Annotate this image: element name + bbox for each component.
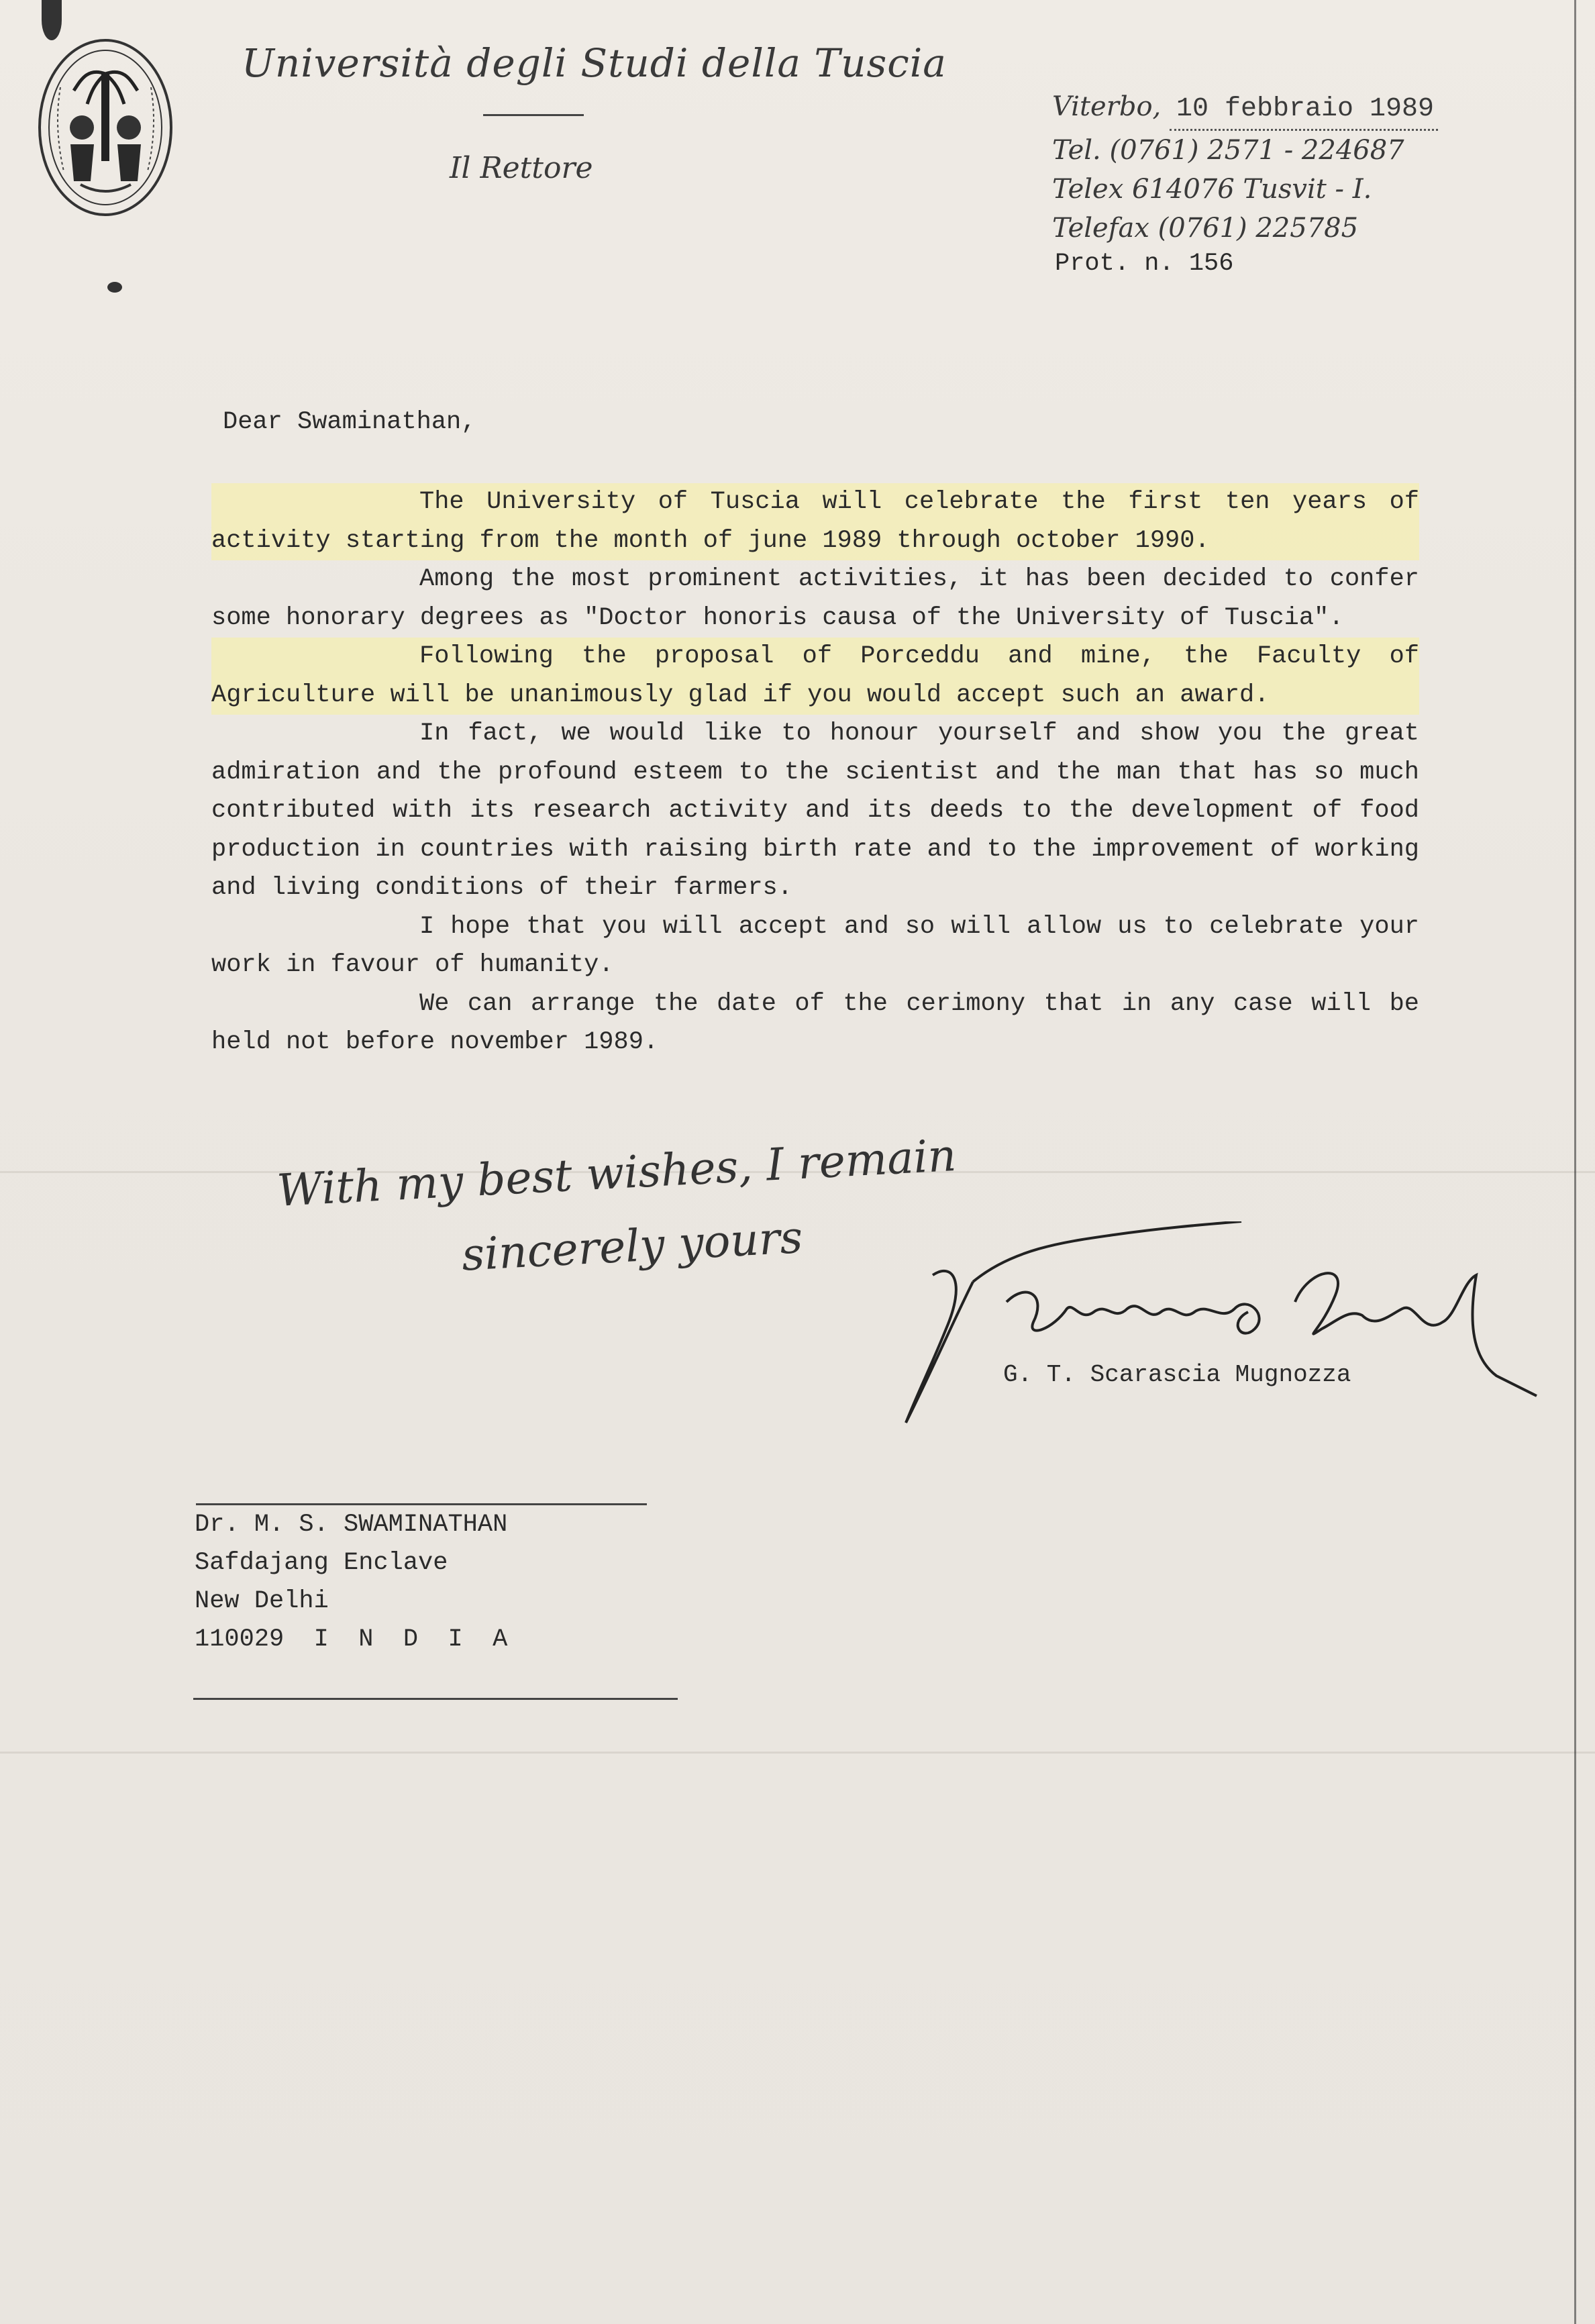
paragraph: The University of Tuscia will celebrate the first ten years of activity starting from the month of june 1989 through october 1990.	[211, 483, 1419, 560]
address-rule-bottom	[193, 1698, 678, 1700]
protocol-number: Prot. n. 156	[1055, 250, 1234, 278]
letter-body	[211, 483, 1419, 1062]
paragraph: I hope that you will accept and so will allow us to celebrate your work in favour of humanity.	[211, 912, 1419, 979]
letter-date: 10 febbraio 1989	[1170, 90, 1438, 131]
letterhead-rule	[483, 114, 584, 116]
paragraph: We can arrange the date of the cerimony that in any case will be held not before november 1989.	[211, 989, 1419, 1056]
recipient-street: Safdajang Enclave	[195, 1549, 448, 1577]
signatory-name: G. T. Scarascia Mugnozza	[1003, 1361, 1351, 1388]
telefax: Telefax (0761) 225785	[1052, 213, 1359, 244]
paragraph: Among the most prominent activities, it has been decided to confer some honorary degrees as "Doctor honoris causa of the University of Tuscia".	[211, 565, 1419, 632]
closing-line: sincerely yours	[460, 1211, 805, 1281]
signature-icon	[892, 1221, 1563, 1443]
closing-line: With my best wishes, I remain	[275, 1129, 958, 1217]
contact-block	[1052, 87, 1562, 248]
place-date-line	[1052, 87, 1562, 131]
salutation: Dear Swaminathan,	[223, 408, 476, 436]
telephone: Tel. (0761) 2571 - 224687	[1052, 135, 1404, 166]
city: Viterbo,	[1052, 91, 1162, 122]
address-rule-top	[196, 1503, 647, 1505]
ink-speck	[42, 0, 62, 40]
telex: Telex 614076 Tusvit - I.	[1052, 174, 1372, 205]
recipient-address	[195, 1506, 799, 1659]
paragraph: Following the proposal of Porceddu and mine, the Faculty of Agriculture will be unanimously glad if you would accept such an award.	[211, 638, 1419, 715]
paragraph: In fact, we would like to honour yourself and show you the great admiration and the profound esteem to the scientist and the man that has so much contributed with its research activity and its deeds to the development of food production in countries with raising birth rate and to the improvement of working and living conditions of their farmers.	[211, 719, 1419, 902]
recipient-city: New Delhi	[195, 1587, 329, 1615]
university-name: Università degli Studi della Tuscia	[242, 40, 947, 86]
page-edge	[1574, 0, 1576, 2324]
office-title: Il Rettore	[450, 151, 593, 185]
recipient-postal: 110029 I N D I A	[195, 1625, 508, 1654]
recipient-name: Dr. M. S. SWAMINATHAN	[195, 1511, 508, 1539]
paper-fold	[0, 1752, 1595, 1754]
university-seal-icon	[34, 27, 178, 221]
ink-speck	[107, 282, 122, 293]
